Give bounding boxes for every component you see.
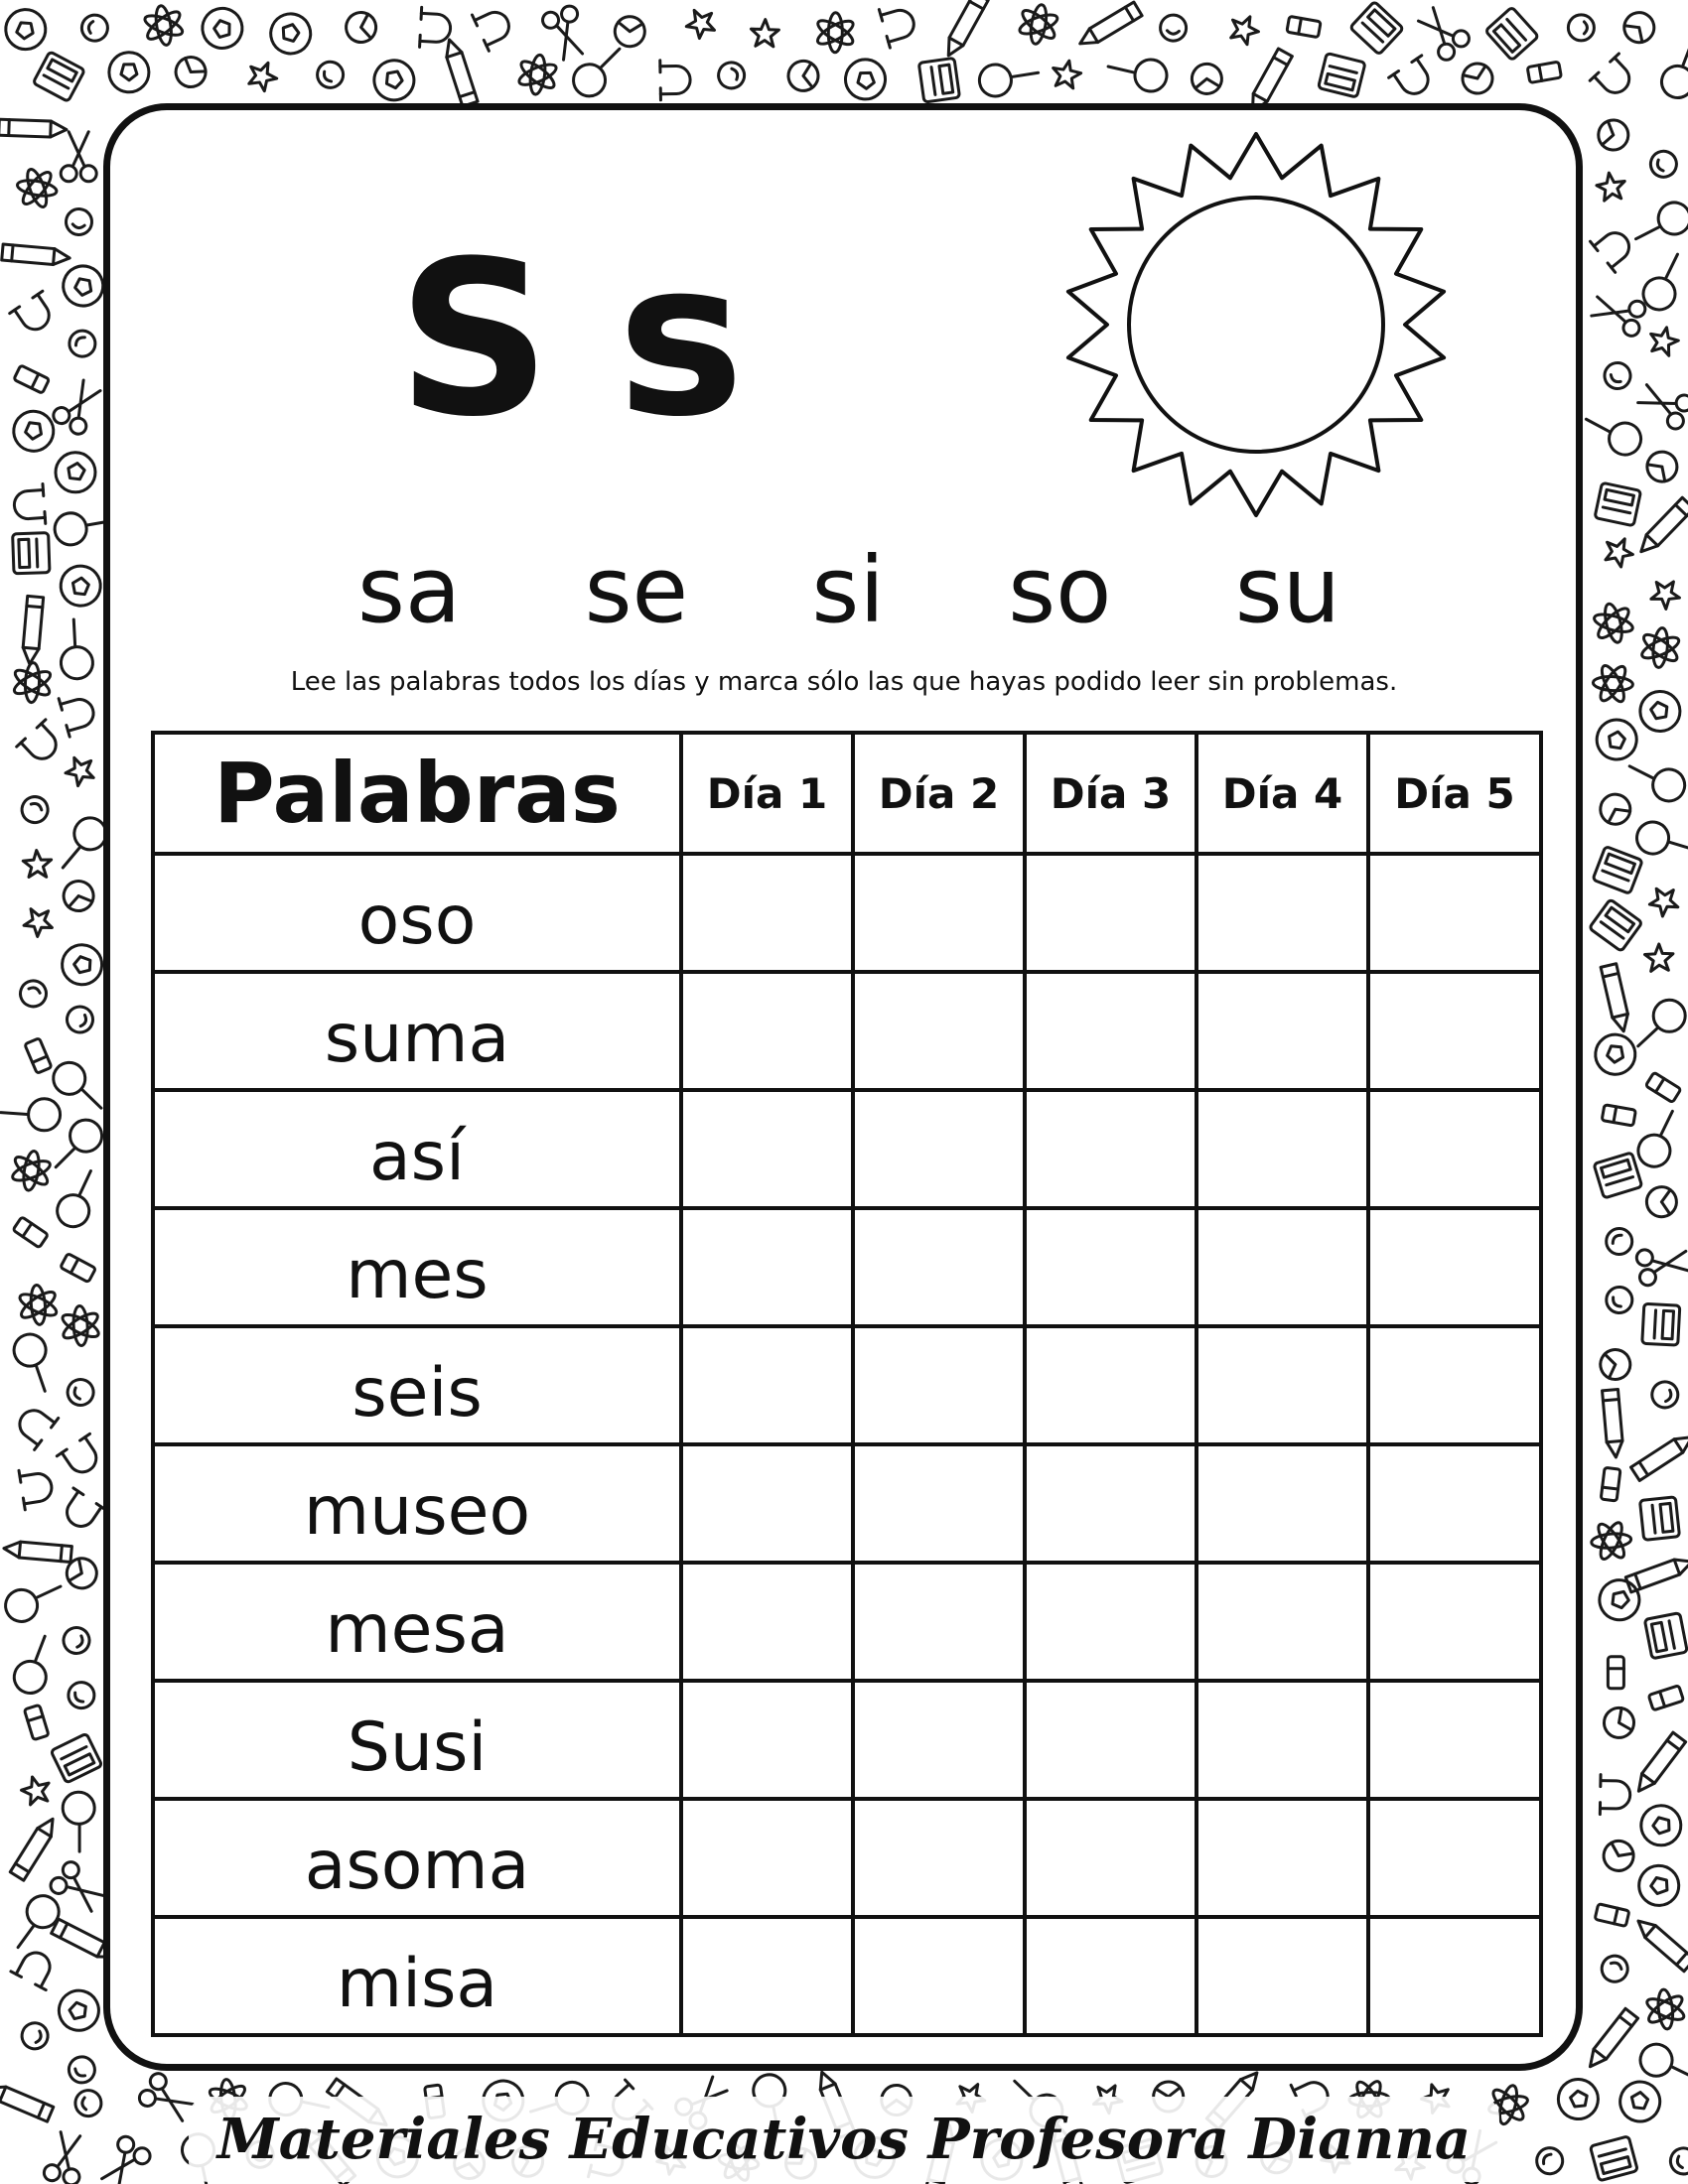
day-checkbox-cell[interactable] [681, 972, 853, 1090]
day-checkbox-cell[interactable] [681, 1326, 853, 1444]
day-checkbox-cell[interactable] [681, 1090, 853, 1208]
word-cell [153, 1090, 681, 1208]
day-checkbox-cell[interactable] [681, 1563, 853, 1681]
sun-icon [1062, 127, 1450, 522]
table-row [153, 854, 1541, 972]
day-checkbox-cell[interactable] [853, 1444, 1025, 1563]
syllable-si: si [811, 537, 885, 643]
day-checkbox-cell[interactable] [1368, 1090, 1541, 1208]
day-checkbox-cell[interactable] [1196, 1326, 1368, 1444]
table-row [153, 1090, 1541, 1208]
header-day-1: Día 1 [681, 733, 853, 854]
day-checkbox-cell[interactable] [1025, 972, 1196, 1090]
word-text: Susi [347, 1708, 488, 1787]
header-day-5: Día 5 [1368, 733, 1541, 854]
header-day-4: Día 4 [1196, 733, 1368, 854]
day-checkbox-cell[interactable] [1025, 1681, 1196, 1799]
day-checkbox-cell[interactable] [853, 1917, 1025, 2035]
day-checkbox-cell[interactable] [1368, 854, 1541, 972]
word-text: mes [346, 1236, 489, 1314]
day-checkbox-cell[interactable] [1368, 1799, 1541, 1917]
day-checkbox-cell[interactable] [853, 1681, 1025, 1799]
syllable-se: se [584, 537, 689, 643]
word-cell [153, 1563, 681, 1681]
day-checkbox-cell[interactable] [1196, 1563, 1368, 1681]
word-cell [153, 972, 681, 1090]
word-text: oso [357, 882, 477, 960]
syllable-su: su [1234, 537, 1340, 643]
day-checkbox-cell[interactable] [681, 1444, 853, 1563]
day-checkbox-cell[interactable] [1025, 1090, 1196, 1208]
header-day-3: Día 3 [1025, 733, 1196, 854]
day-checkbox-cell[interactable] [1368, 1208, 1541, 1326]
table-row [153, 1208, 1541, 1326]
day-checkbox-cell[interactable] [1196, 854, 1368, 972]
day-checkbox-cell[interactable] [1025, 1799, 1196, 1917]
footer-credit: Materiales Educativos Profesora Dianna [189, 2097, 1499, 2182]
syllable-row [357, 536, 1340, 645]
word-text: suma [324, 1000, 510, 1078]
word-text: mesa [325, 1590, 509, 1669]
table-row [153, 1326, 1541, 1444]
letter-title: S s [397, 214, 741, 464]
word-text: así [369, 1118, 465, 1196]
day-checkbox-cell[interactable] [681, 1681, 853, 1799]
day-checkbox-cell[interactable] [1196, 1799, 1368, 1917]
day-checkbox-cell[interactable] [1196, 1917, 1368, 2035]
table-row [153, 1681, 1541, 1799]
day-checkbox-cell[interactable] [853, 972, 1025, 1090]
day-checkbox-cell[interactable] [1368, 1444, 1541, 1563]
word-text: seis [352, 1354, 483, 1433]
word-cell [153, 1444, 681, 1563]
syllable-sa: sa [357, 537, 462, 643]
day-checkbox-cell[interactable] [681, 1799, 853, 1917]
day-checkbox-cell[interactable] [1196, 972, 1368, 1090]
day-checkbox-cell[interactable] [681, 854, 853, 972]
day-checkbox-cell[interactable] [853, 1326, 1025, 1444]
day-checkbox-cell[interactable] [1025, 854, 1196, 972]
word-cell [153, 1917, 681, 2035]
day-checkbox-cell[interactable] [1368, 1563, 1541, 1681]
word-text: museo [303, 1472, 531, 1551]
syllable-so: so [1008, 537, 1112, 643]
day-checkbox-cell[interactable] [853, 854, 1025, 972]
day-checkbox-cell[interactable] [1368, 1917, 1541, 2035]
table-row [153, 1563, 1541, 1681]
instructions-text: Lee las palabras todos los días y marca sólo las que hayas podido leer sin problemas. [290, 667, 1398, 697]
day-checkbox-cell[interactable] [853, 1563, 1025, 1681]
word-cell [153, 854, 681, 972]
word-cell [153, 1326, 681, 1444]
word-cell [153, 1208, 681, 1326]
day-checkbox-cell[interactable] [1025, 1208, 1196, 1326]
day-checkbox-cell[interactable] [1025, 1917, 1196, 2035]
word-text: asoma [304, 1827, 530, 1905]
day-checkbox-cell[interactable] [1025, 1326, 1196, 1444]
header-day-2: Día 2 [853, 733, 1025, 854]
table-row [153, 972, 1541, 1090]
day-checkbox-cell[interactable] [1368, 972, 1541, 1090]
day-checkbox-cell[interactable] [681, 1917, 853, 2035]
day-checkbox-cell[interactable] [1196, 1208, 1368, 1326]
day-checkbox-cell[interactable] [1196, 1681, 1368, 1799]
table-header-row [153, 733, 1541, 854]
day-checkbox-cell[interactable] [853, 1799, 1025, 1917]
header-palabras: Palabras [153, 733, 681, 854]
day-checkbox-cell[interactable] [1368, 1326, 1541, 1444]
day-checkbox-cell[interactable] [1368, 1681, 1541, 1799]
word-tracking-table [151, 731, 1543, 2037]
word-cell [153, 1681, 681, 1799]
table-row [153, 1917, 1541, 2035]
day-checkbox-cell[interactable] [1025, 1563, 1196, 1681]
word-cell [153, 1799, 681, 1917]
word-text: misa [336, 1945, 498, 2023]
table-row [153, 1799, 1541, 1917]
day-checkbox-cell[interactable] [1025, 1444, 1196, 1563]
day-checkbox-cell[interactable] [853, 1208, 1025, 1326]
day-checkbox-cell[interactable] [681, 1208, 853, 1326]
day-checkbox-cell[interactable] [1196, 1090, 1368, 1208]
day-checkbox-cell[interactable] [1196, 1444, 1368, 1563]
day-checkbox-cell[interactable] [853, 1090, 1025, 1208]
table-row [153, 1444, 1541, 1563]
